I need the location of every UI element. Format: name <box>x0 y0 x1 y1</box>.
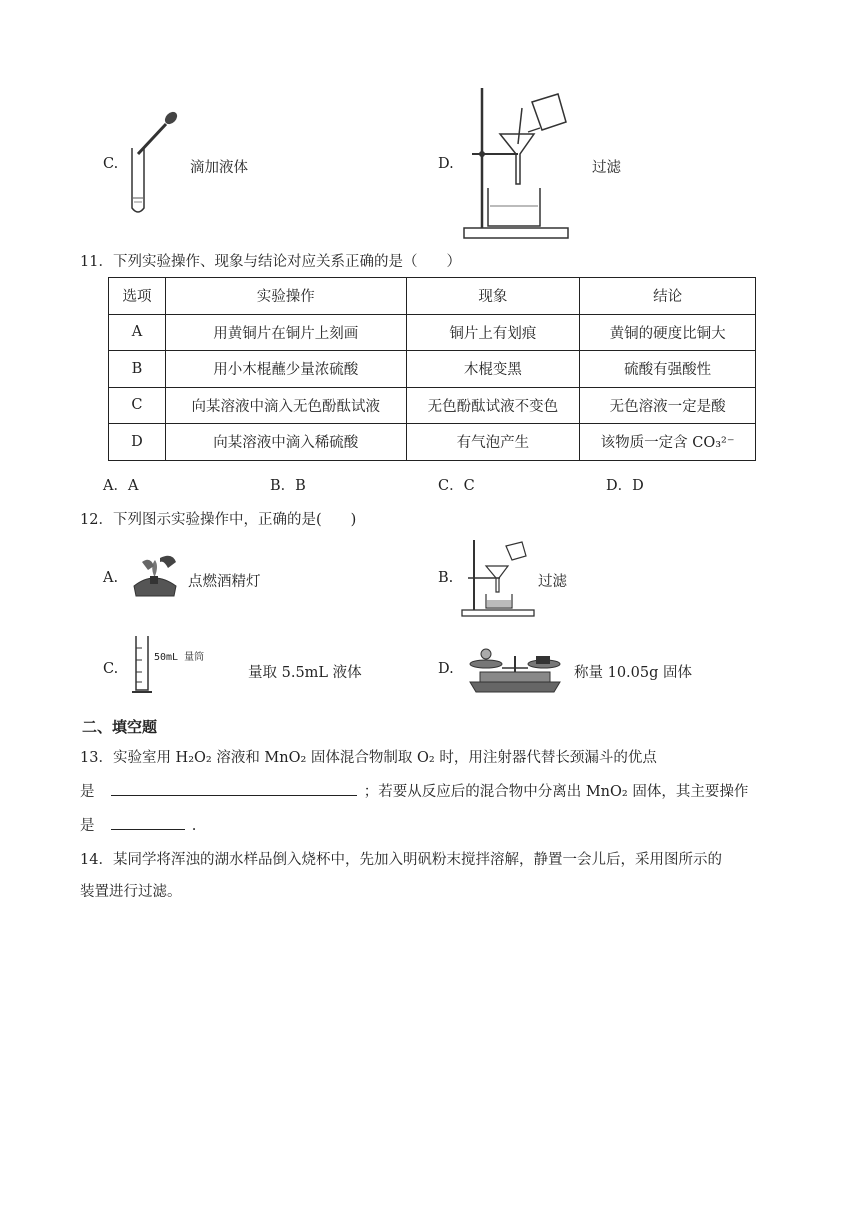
table-row <box>109 387 756 424</box>
option-b-label: B. <box>438 570 454 586</box>
question-13-line2 <box>80 780 748 801</box>
table-cell: 无色酚酞试液不变色 <box>406 387 580 424</box>
option-d-label: D. <box>438 156 454 172</box>
answer-choice-c[interactable]: C．C <box>438 478 475 494</box>
table-row <box>109 314 756 351</box>
table-header: 现象 <box>406 278 580 315</box>
table-cell: 向某溶液中滴入无色酚酞试液 <box>165 387 406 424</box>
cylinder-label: 50mL 量筒 <box>154 652 205 663</box>
question-14-line1: 14．某同学将浑浊的湖水样品倒入烧杯中，先加入明矾粉末搅拌溶解，静置一会儿后，采用图所示的 <box>80 852 722 868</box>
table-row <box>109 351 756 388</box>
answer-blank-1[interactable] <box>111 783 357 796</box>
option-d-text: 称量 10.05g 固体 <box>574 665 693 681</box>
table-cell: 有气泡产生 <box>406 424 580 461</box>
answer-choice-a[interactable]: A．A <box>103 478 139 494</box>
dropper-test-tube-figure <box>124 108 184 220</box>
table-cell: 用黄铜片在铜片上刻画 <box>165 314 406 351</box>
option-c-text: 量取 5.5mL 液体 <box>248 665 362 681</box>
answer-choice-b[interactable]: B．B <box>270 478 306 494</box>
table-row <box>109 424 756 461</box>
table-cell: 无色溶液一定是酸 <box>580 387 756 424</box>
table-header: 结论 <box>580 278 756 315</box>
table-cell: 铜片上有划痕 <box>406 314 580 351</box>
filtration-apparatus-figure <box>460 540 540 618</box>
question-14-line2: 装置进行过滤。 <box>80 884 182 900</box>
table-header-row <box>109 278 756 315</box>
line-start: 是 <box>80 818 95 834</box>
table-cell: D <box>109 424 166 461</box>
option-c-label: C. <box>103 661 119 677</box>
option-a-label: A. <box>103 570 119 586</box>
filtration-apparatus-figure <box>462 88 582 240</box>
option-a-text: 点燃酒精灯 <box>188 574 261 590</box>
line-end: . <box>191 818 197 834</box>
table-cell: 该物质一定含 CO₃²⁻ <box>580 424 756 461</box>
question-12-stem: 12．下列图示实验操作中，正确的是( ) <box>80 512 357 528</box>
question-13-line3 <box>80 814 196 835</box>
line-end: ；若要从反应后的混合物中分离出 MnO₂ 固体，其主要操作 <box>363 784 749 800</box>
table-header: 实验操作 <box>165 278 406 315</box>
option-c-label: C. <box>103 156 119 172</box>
table-header: 选项 <box>109 278 166 315</box>
option-b-text: 过滤 <box>538 574 567 590</box>
table-cell: A <box>109 314 166 351</box>
table-cell: 硫酸有强酸性 <box>580 351 756 388</box>
alcohol-lamp-figure <box>128 552 184 602</box>
graduated-cylinder-figure <box>130 634 154 696</box>
table-cell: 向某溶液中滴入稀硫酸 <box>165 424 406 461</box>
answer-blank-2[interactable] <box>111 817 185 830</box>
table-cell: 黄铜的硬度比铜大 <box>580 314 756 351</box>
table-cell: 木棍变黑 <box>406 351 580 388</box>
option-d-text: 过滤 <box>592 160 621 176</box>
section-title: 二、填空题 <box>82 718 158 736</box>
table-cell: B <box>109 351 166 388</box>
experiment-table <box>108 277 756 461</box>
balance-scale-figure <box>462 642 568 694</box>
question-11-stem: 11．下列实验操作、现象与结论对应关系正确的是（ ） <box>80 254 461 270</box>
line-start: 是 <box>80 784 95 800</box>
table-cell: 用小木棍蘸少量浓硫酸 <box>165 351 406 388</box>
answer-choice-d[interactable]: D．D <box>606 478 644 494</box>
table-cell: C <box>109 387 166 424</box>
option-d-label: D. <box>438 661 454 677</box>
option-c-text: 滴加液体 <box>190 160 248 176</box>
question-13-line1: 13．实验室用 H₂O₂ 溶液和 MnO₂ 固体混合物制取 O₂ 时，用注射器代替长颈漏斗的优点 <box>80 750 657 766</box>
